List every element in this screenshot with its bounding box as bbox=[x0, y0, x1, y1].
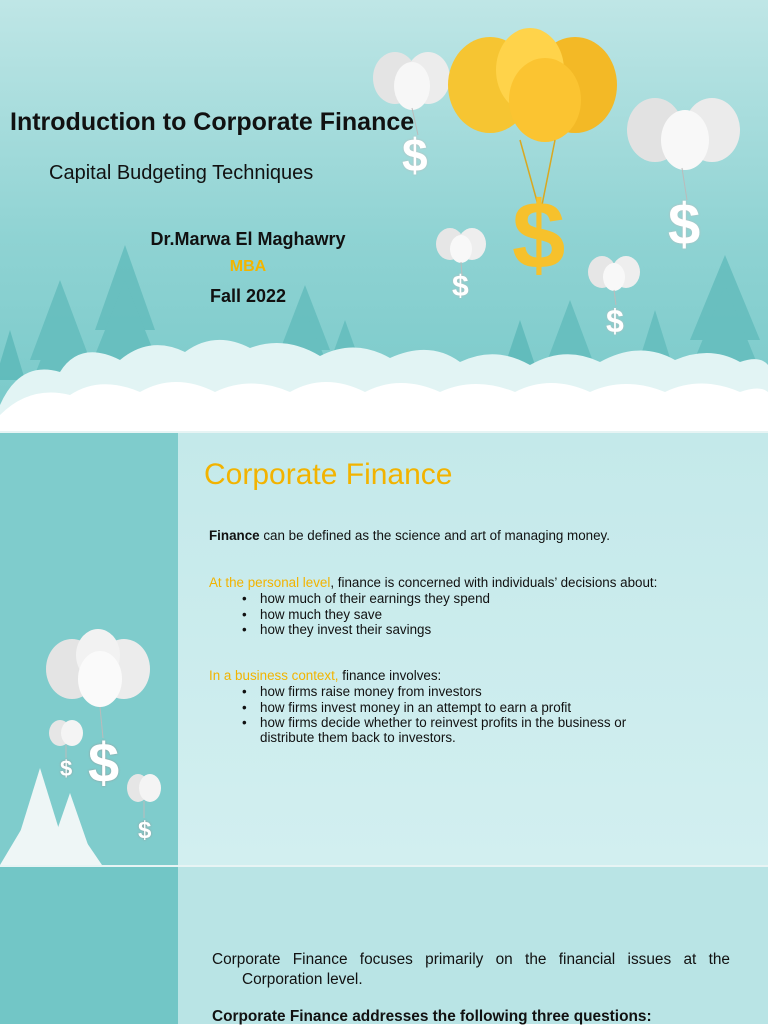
list-item: • how firms decide whether to reinvest profits in the business or bbox=[240, 715, 626, 731]
balloon-white-sidebar-small-1 bbox=[49, 720, 83, 758]
slide-content-panel bbox=[178, 867, 768, 1024]
list-item: • how firms invest money in an attempt to earn a profit bbox=[240, 700, 626, 716]
content-slide-corporate-finance bbox=[0, 433, 768, 865]
dollar-sign-icon: $ bbox=[60, 756, 73, 781]
presentation-subtitle: Capital Budgeting Techniques bbox=[49, 162, 314, 184]
author-degree: MBA bbox=[229, 258, 267, 275]
business-context-label: In a business context, bbox=[209, 668, 339, 683]
business-context-intro bbox=[209, 668, 441, 684]
list-item: • how much of their earnings they spend bbox=[240, 591, 490, 607]
finance-term: Finance bbox=[209, 528, 260, 543]
dollar-sign-icon: $ bbox=[606, 303, 624, 339]
balloon-white-4 bbox=[588, 256, 640, 305]
personal-level-text: , finance is concerned with individuals’ decisions about: bbox=[330, 575, 658, 590]
personal-level-intro bbox=[209, 575, 657, 591]
finance-definition-text: can be defined as the science and art of managing money. bbox=[259, 528, 610, 543]
finance-definition bbox=[209, 528, 610, 544]
title-slide bbox=[0, 0, 768, 431]
balloon-gold bbox=[448, 28, 617, 205]
balloon-white-2 bbox=[627, 98, 740, 200]
sidebar-illustration bbox=[0, 433, 178, 865]
dollar-sign-icon: $ bbox=[668, 192, 701, 257]
course-term: Fall 2022 bbox=[209, 286, 287, 306]
personal-level-label: At the personal level bbox=[209, 575, 331, 590]
questions-heading: Corporate Finance addresses the following three questions: bbox=[212, 1008, 652, 1025]
paragraph-line: Corporate Finance focuses primarily on the financial issues at the bbox=[212, 951, 730, 968]
white-trees-illustration bbox=[0, 768, 102, 865]
slide-heading: Corporate Finance bbox=[204, 458, 453, 491]
dollar-sign-icon: $ bbox=[452, 270, 469, 303]
list-item: • how firms raise money from investors bbox=[240, 684, 626, 700]
personal-level-list bbox=[240, 591, 490, 638]
content-slide-questions bbox=[0, 867, 768, 1024]
author-name: Dr.Marwa El Maghawry bbox=[150, 229, 346, 249]
slide-sidebar bbox=[0, 867, 178, 1024]
list-item: • how they invest their savings bbox=[240, 622, 490, 638]
dollar-sign-icon: $ bbox=[402, 129, 428, 181]
balloon-white-sidebar-small-2 bbox=[127, 774, 161, 818]
title-slide-background bbox=[0, 0, 768, 431]
dollar-sign-icon: $ bbox=[138, 817, 152, 844]
slide-content-panel bbox=[178, 433, 768, 865]
dollar-sign-gold-icon: $ bbox=[512, 182, 566, 289]
slide-sidebar bbox=[0, 433, 178, 865]
paragraph-line: Corporation level. bbox=[242, 971, 363, 988]
business-context-list bbox=[240, 684, 626, 731]
business-context-text: finance involves: bbox=[338, 668, 442, 683]
corporate-finance-focus-paragraph bbox=[212, 950, 730, 990]
presentation-title: Introduction to Corporate Finance bbox=[10, 108, 415, 136]
list-item-continuation: distribute them back to investors. bbox=[260, 730, 456, 745]
dollar-sign-icon: $ bbox=[88, 731, 120, 794]
list-item: • how much they save bbox=[240, 607, 490, 623]
